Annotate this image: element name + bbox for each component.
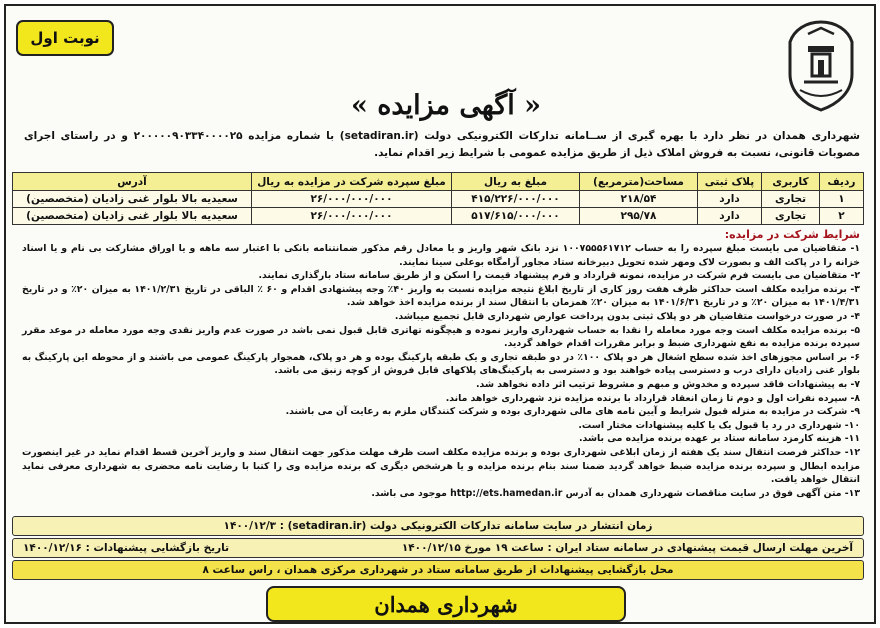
deadline-bar [12, 538, 864, 558]
table-cell: تجاری [762, 191, 820, 208]
table-row [13, 191, 864, 208]
condition-item: ۱۲- حداکثر فرصت انتقال سند یک هفته از زمان ابلاغی شهرداری بوده و برنده مزایده مکلف است ظرف مهلت مذکور جهت انتقال سند و واریز آخرین قسط اقدام نماید در غیر اینصورت مزایده ابطال و سپرده برنده مزایده ضبط خواهد گردید ضمنا سند بنام برنده مزایده و یا هرشخص دیگری که برنده مزایده وی را کتبا با رضایت نامه محضری به شهرداری معرفی نماید انتقال خواهد یافت. [22, 446, 860, 486]
footer-banner: شهرداری همدان [266, 586, 626, 622]
condition-item: ۲- متقاضیان می بایست فرم شرکت در مزایده، نمونه قرارداد و فرم پیشنهاد قیمت را اسکن و از طریق سامانه ستاد بارگذاری نمایند. [258, 270, 860, 282]
table-cell: سعیدیه بالا بلوار غنی زادیان (متخصصین) [13, 208, 252, 225]
condition-item: ۵- برنده مزایده مکلف است وجه مورد معامله را نقدا به حساب شهرداری واریز نموده و هیچگونه تهاتری قابل قبول نمی باشد در صورت عدم واریز نقدی وجه مورد معامله در موعد مقرر سپرده برنده مزایده به نفع شهرداری ضبط و برابر مقررات اقدام خواهد گردید. [22, 324, 860, 350]
column-header: کاربری [762, 173, 820, 191]
column-header: مبلغ سپرده شرکت در مزایده به ریال [252, 173, 452, 191]
round-badge: نوبت اول [16, 20, 114, 56]
table-cell: ۵۱۷/۶۱۵/۰۰۰/۰۰۰ [452, 208, 580, 225]
column-header: مساحت(مترمربع) [580, 173, 698, 191]
notice-frame [4, 4, 876, 624]
table-cell: ۲۶/۰۰۰/۰۰۰/۰۰۰ [252, 191, 452, 208]
opening-date: تاریخ بازگشایی پیشنهادات : ۱۴۰۰/۱۲/۱۶ [23, 542, 230, 554]
conditions-heading: شرایط شرکت در مزایده: [724, 228, 860, 241]
intro-paragraph: شهرداری همدان در نظر دارد با بهره گیری از ســامانه تدارکات الکترونیکی دولت (setadiran.ir) با شماره مزایده ۲۰۰۰۰۰۹۰۳۳۴۰۰۰۰۲۵ و در راستای اجرای مصوبات قانونی، نسبت به فروش املاک ذیل از طریق مزایده عمومی با شرایط زیر اقدام نماید. [24, 130, 860, 159]
condition-item: ۱- متقاضیان می بایست مبلغ سپرده را به حساب ۱۰۰۷۵۵۵۶۱۷۱۲ نزد بانک شهر واریز و یا معادل رقم مذکور ضمانتنامه بانکی با اعتبار سه ماهه و یا اوراق مشارکت بی نام و یا اسناد خزانه را در پاکت الف و بصورت لاک ومهر شده تحویل دبیرخانه ستاد مجاور آرامگاه بوعلی سینا نمایند. [22, 243, 861, 268]
table-header-row [13, 173, 864, 191]
condition-item: ۷- به پیشنهادات فاقد سپرده و مخدوش و مبهم و مشروط ترتیب اثر داده نخواهد شد. [475, 378, 860, 390]
opening-place-bar [12, 560, 864, 580]
condition-item: ۸- سپرده نفرات اول و دوم تا زمان انعقاد قرارداد با برنده مزایده نزد شهرداری خواهد ماند. [445, 392, 860, 404]
submission-deadline: آخرین مهلت ارسال قیمت پیشنهادی در سامانه ستاد ایران : ساعت ۱۹ مورخ ۱۴۰۰/۱۲/۱۵ [401, 542, 853, 554]
publish-date: زمان انتشار در سایت سامانه تدارکات الکترونیکی دولت (setadiran.ir) : ۱۴۰۰/۱۲/۳ [223, 520, 653, 532]
condition-item: ۳- برنده مزایده مکلف است حداکثر ظرف هفت روز کاری از تاریخ ابلاغ نتیجه مزایده نسبت به واریز ۴۰٪ وجه پیشنهادی اقدام و ۶۰ ٪ الباقی در تاریخ ۱۴۰۱/۲/۳۱ به میزان ۲۰٪ و در تاریخ ۱۴۰۱/۴/۳۱ به میزان ۲۰٪ و در تاریخ ۱۴۰۱/۶/۳۱ به میزان ۲۰٪ همزمان با انتقال سند از برنده مزایده اخذ خواهد شد. [22, 283, 860, 309]
table-cell: ۲۱۸/۵۴ [580, 191, 698, 208]
table-cell: ۲۹۵/۷۸ [580, 208, 698, 225]
condition-item: ۱۱- هزینه کارمزد سامانه ستاد بر عهده برنده مزایده می باشد. [578, 433, 860, 445]
opening-place: محل بازگشایی پیشنهادات از طریق سامانه ستاد در شهرداری مرکزی همدان ، راس ساعت ۸ [202, 564, 674, 576]
municipality-logo-icon [778, 16, 864, 114]
condition-item: ۴- در صورت درخواست متقاضیان هر دو پلاک ثبتی بدون پرداخت عوارض شهرداری قابل تجمیع میباشد. [394, 310, 860, 322]
condition-item: ۱۳- متن آگهی فوق در سایت مناقصات شهرداری همدان به آدرس http://ets.hamedan.ir موجود می باشد. [371, 487, 860, 499]
properties-table [12, 172, 864, 225]
table-cell: دارد [698, 191, 762, 208]
condition-item: ۶- بر اساس مجوزهای اخذ شده سطح اشغال هر دو پلاک ۱۰۰٪ در دو طبقه تجاری و یک طبقه پارکینگ بوده و هر دو پلاک، همجوار پارکینگ عمومی می باشند و از محوطه این پارکینگ به بلوار غنی زادیان دارای درب و دسترسی پیاده خواهند بود و دسترسی به پارکینگ‌های پلاکهای قابل فروش از کوچه زنبق می باشد. [22, 351, 860, 377]
publish-date-bar [12, 516, 864, 536]
table-cell: تجاری [762, 208, 820, 225]
condition-item: ۱۰- شهرداری در رد یا قبول یک یا کلیه پیشنهادات مختار است. [578, 419, 860, 431]
column-header: مبلغ به ریال [452, 173, 580, 191]
table-cell: سعیدیه بالا بلوار غنی زادیان (متخصصین) [13, 191, 252, 208]
table-row [13, 208, 864, 225]
condition-item: ۹- شرکت در مزایده به منزله قبول شرایط و آیین نامه های مالی شهرداری بوده و شرکت کنندگان ملزم به رعایت آن می باشند. [285, 406, 860, 418]
column-header: آدرس [13, 173, 252, 191]
conditions-list [22, 242, 860, 500]
table-cell: دارد [698, 208, 762, 225]
column-header: پلاک ثبتی [698, 173, 762, 191]
table-cell: ۲۶/۰۰۰/۰۰۰/۰۰۰ [252, 208, 452, 225]
table-cell: ۴۱۵/۲۲۶/۰۰۰/۰۰۰ [452, 191, 580, 208]
column-header: ردیف [820, 173, 864, 191]
table-cell: ۲ [820, 208, 864, 225]
notice-title: « آگهی مزایده » [351, 90, 541, 121]
table-cell: ۱ [820, 191, 864, 208]
